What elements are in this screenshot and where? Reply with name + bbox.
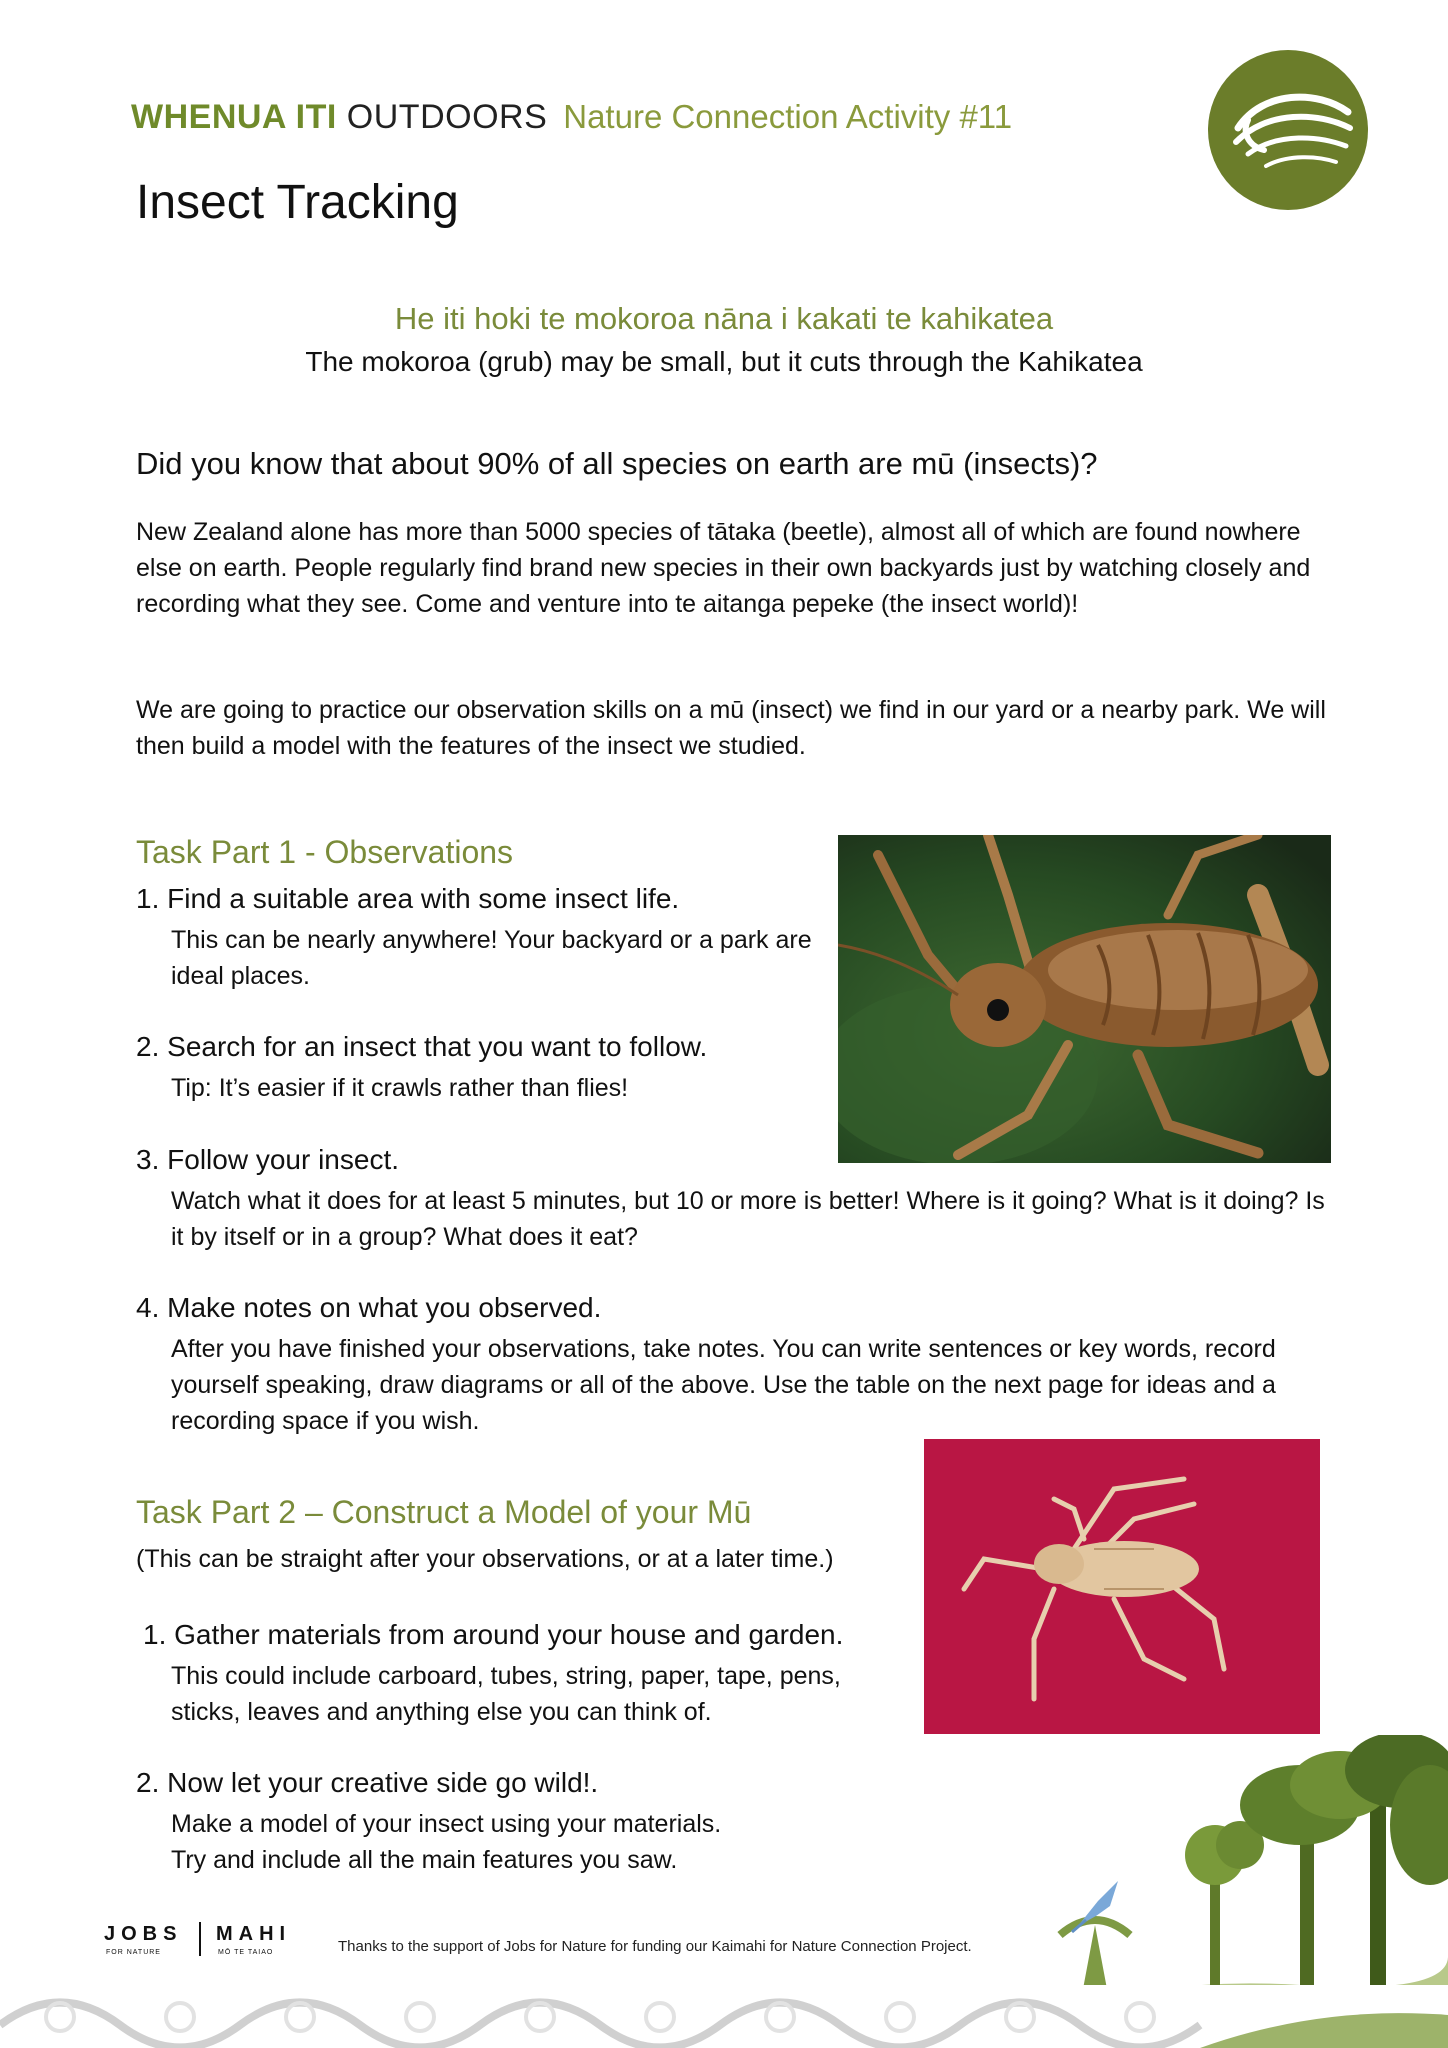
whenua-iti-logo-icon [1208,50,1368,210]
brand-header [131,98,1012,137]
task1-step-3-body: Watch what it does for at least 5 minutes, but 10 or more is better! Where is it going? What is it doing? Is it by itself or in a group? What does it eat? [171,1187,1325,1251]
task1-step-1-heading [136,883,679,915]
page-title: Insect Tracking [136,176,459,229]
task-part-2-heading: Task Part 2 – Construct a Model of your Mū [136,1494,752,1530]
step-number: 2. [136,1031,160,1062]
task2-step-1-body: This could include carboard, tubes, string, paper, tape, pens, sticks, leaves and anything else you can think of. [171,1662,841,1726]
step-number: 3. [136,1144,160,1175]
task1-step-4-body: After you have finished your observations, take notes. You can write sentences or key words, record yourself speaking, draw diagrams or all of the above. Use the table on the next page for ideas and a recording space if you wish. [171,1335,1276,1435]
step-heading: Gather materials from around your house and garden. [174,1619,844,1650]
step-number: 1. [136,883,160,914]
task1-step-2-body: Tip: It’s easier if it crawls rather than flies! [171,1074,629,1102]
mahi-word: MAHI [216,1923,292,1945]
mahi-sub: MŌ TE TAIAO [218,1949,274,1956]
jobs-sub: FOR NATURE [106,1949,161,1956]
weta-photo [838,835,1331,1163]
task2-step-2-body-line2: Try and include all the main features you saw. [171,1846,678,1874]
task1-step-3-heading [136,1144,399,1176]
task2-step-1-heading [143,1619,843,1651]
footer-note: Thanks to the support of Jobs for Nature for funding our Kaimahi for Nature Connection Project. [338,1938,972,1955]
intro-paragraph: We are going to practice our observation skills on a mū (insect) we find in our yard or a nearby park. We will then build a model with the features of the insect we studied. [136,696,1326,760]
intro-paragraph: New Zealand alone has more than 5000 species of tātaka (beetle), almost all of which are found nowhere else on earth. People regularly find brand new species in their own backyards just by watching closely and recording what they see. Come and venture into te aitanga pepeke (the insect world)! [136,518,1311,618]
jobs-word: JOBS [104,1923,183,1945]
step-number: 2. [136,1767,160,1798]
task2-step-2-heading [136,1767,598,1799]
task-part-1-heading: Task Part 1 - Observations [136,834,514,870]
jobs-for-nature-logo [104,1918,304,1958]
step-number: 1. [143,1619,167,1650]
task1-step-4-heading [136,1292,601,1324]
proverb-maori: He iti hoki te mokoroa nāna i kakati te kahikatea [394,301,1054,336]
activity-label: Nature Connection Activity #11 [563,98,1013,135]
brand-name-part2: OUTDOORS [346,98,548,136]
step-heading: Search for an insect that you want to follow. [167,1031,708,1062]
task1-step-2-heading [136,1031,707,1063]
step-heading: Now let your creative side go wild!. [167,1767,599,1798]
task2-step-2-body-line1: Make a model of your insect using your materials. [171,1810,722,1838]
proverb-english: The mokoroa (grub) may be small, but it cuts through the Kahikatea [305,346,1143,377]
step-number: 4. [136,1292,160,1323]
task2-subtitle: (This can be straight after your observations, or at a later time.) [136,1545,834,1573]
step-heading: Find a suitable area with some insect life. [167,883,680,914]
step-heading: Make notes on what you observed. [167,1292,602,1323]
step-heading: Follow your insect. [167,1144,400,1175]
task1-step-1-body: This can be nearly anywhere! Your backyard or a park are ideal places. [171,926,812,990]
bird-icon [1068,1876,1124,1936]
fact-heading: Did you know that about 90% of all species on earth are mū (insects)? [136,446,1098,481]
origami-weta-photo [924,1439,1320,1734]
decorative-pattern-band [0,1985,1448,2048]
brand-name-part1: WHENUA ITI [131,98,337,136]
